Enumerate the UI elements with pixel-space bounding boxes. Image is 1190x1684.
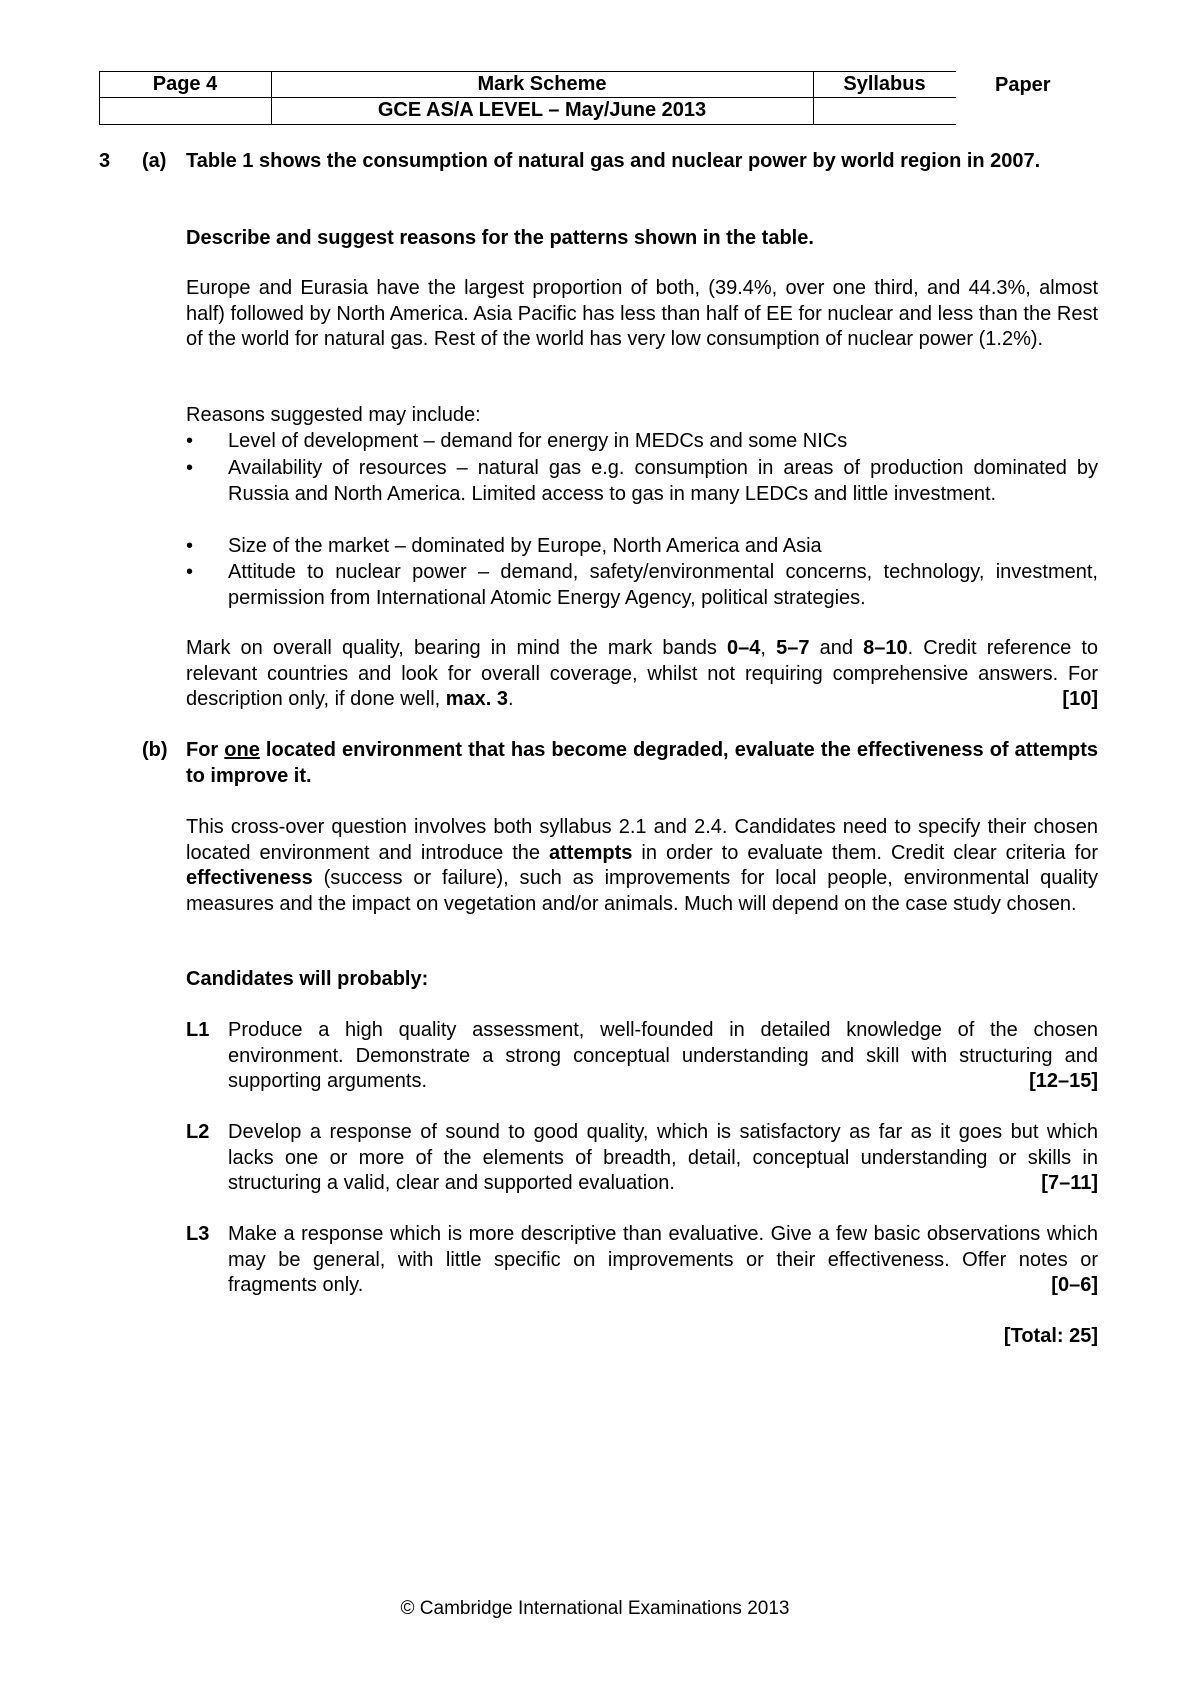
total-mark: [Total: 25] [1003, 1325, 1098, 1347]
question-number: 3 [99, 150, 111, 172]
header-paper: Paper [995, 74, 1051, 96]
part-a-instruction: Describe and suggest reasons for the patterns shown in the table. [186, 227, 814, 249]
level-descriptor [186, 1120, 1098, 1197]
level-mark: [12–15] [1029, 1070, 1098, 1092]
header-title: Mark Scheme [477, 73, 607, 95]
level-mark: [0–6] [1051, 1274, 1098, 1296]
reasons-intro: Reasons suggested may include: [186, 404, 481, 426]
reason-text: Level of development – demand for energy in MEDCs and some NICs [228, 430, 848, 452]
header-syllabus: Syllabus [843, 73, 926, 95]
level-mark: [7–11] [1041, 1172, 1098, 1194]
part-a-answer: Europe and Eurasia have the largest proportion of both, (39.4%, over one third, and 44.3%, almost half) followed by North America. Asia Pacific has less than half of EE for nuclear and less than the Rest of the world for natural gas. Rest of the world has very low consumption of nuclear power (1.2%). [186, 277, 1098, 350]
part-b-prompt: For one located environment that has become degraded, evaluate the effectiveness of attempts to improve it. [186, 739, 1098, 787]
list-item: • Attitude to nuclear power – demand, safety/environmental concerns, technology, investment, permission from International Atomic Energy Agency, political strategies. [186, 560, 1098, 611]
level-descriptor [186, 1018, 1098, 1095]
level-text: Develop a response of sound to good quality, which is satisfactory as far as it goes but which lacks one or more of the elements of breadth, detail, conceptual understanding or skills in structuring a valid, clear and supported evaluation. [228, 1121, 1098, 1194]
reason-text: Size of the market – dominated by Europe, North America and Asia [228, 535, 822, 557]
footer-copyright: © Cambridge International Examinations 2013 [400, 1598, 790, 1619]
candidates-heading: Candidates will probably: [186, 968, 429, 990]
list-item: • Level of development – demand for energy in MEDCs and some NICs [186, 429, 1098, 455]
reason-text: Attitude to nuclear power – demand, safety/environmental concerns, technology, investment, permission from International Atomic Energy Agency, political strategies. [228, 561, 1098, 609]
list-item: • Availability of resources – natural gas e.g. consumption in areas of production dominated by Russia and North America. Limited access to gas in many LEDCs and little investment. [186, 456, 1098, 507]
marking-guidance: Mark on overall quality, bearing in mind the mark bands 0–4, 5–7 and 8–10. Credit reference to relevant countries and look for overall coverage, whilst not requiring comprehensive answers. For description only, if done well, max. 3. [186, 637, 1099, 710]
level-descriptor [186, 1222, 1098, 1299]
part-b-answer: This cross-over question involves both syllabus 2.1 and 2.4. Candidates need to specify their chosen located environment and introduce the attempts in order to evaluate them. Credit clear criteria for effectiveness (success or failure), such as improvements for local people, environmental quality measures and the impact on vegetation and/or animals. Much will depend on the case study chosen. [186, 816, 1099, 915]
part-a-mark: [10] [1062, 688, 1098, 710]
level-code: L2 [186, 1121, 210, 1143]
level-code: L3 [186, 1223, 210, 1245]
header-subtitle: GCE AS/A LEVEL – May/June 2013 [377, 99, 707, 121]
list-item: • Size of the market – dominated by Europe, North America and Asia [186, 534, 1098, 560]
header-page: Page 4 [152, 73, 218, 95]
level-text: Produce a high quality assessment, well-founded in detailed knowledge of the chosen environment. Demonstrate a strong conceptual understanding and skill with structuring and supporting arguments. [228, 1019, 1098, 1092]
reason-text: Availability of resources – natural gas e.g. consumption in areas of production dominated by Russia and North America. Limited access to gas in many LEDCs and little investment. [228, 457, 1098, 505]
part-a-label: (a) [142, 150, 167, 172]
header-table [99, 71, 956, 125]
level-code: L1 [186, 1019, 210, 1041]
level-text: Make a response which is more descriptive than evaluative. Give a few basic observations which may be general, with little specific on improvements or their effectiveness. Offer notes or fragments only. [228, 1223, 1098, 1296]
part-a-prompt: Table 1 shows the consumption of natural gas and nuclear power by world region in 2007. [186, 150, 1041, 172]
part-b-label: (b) [142, 739, 168, 761]
